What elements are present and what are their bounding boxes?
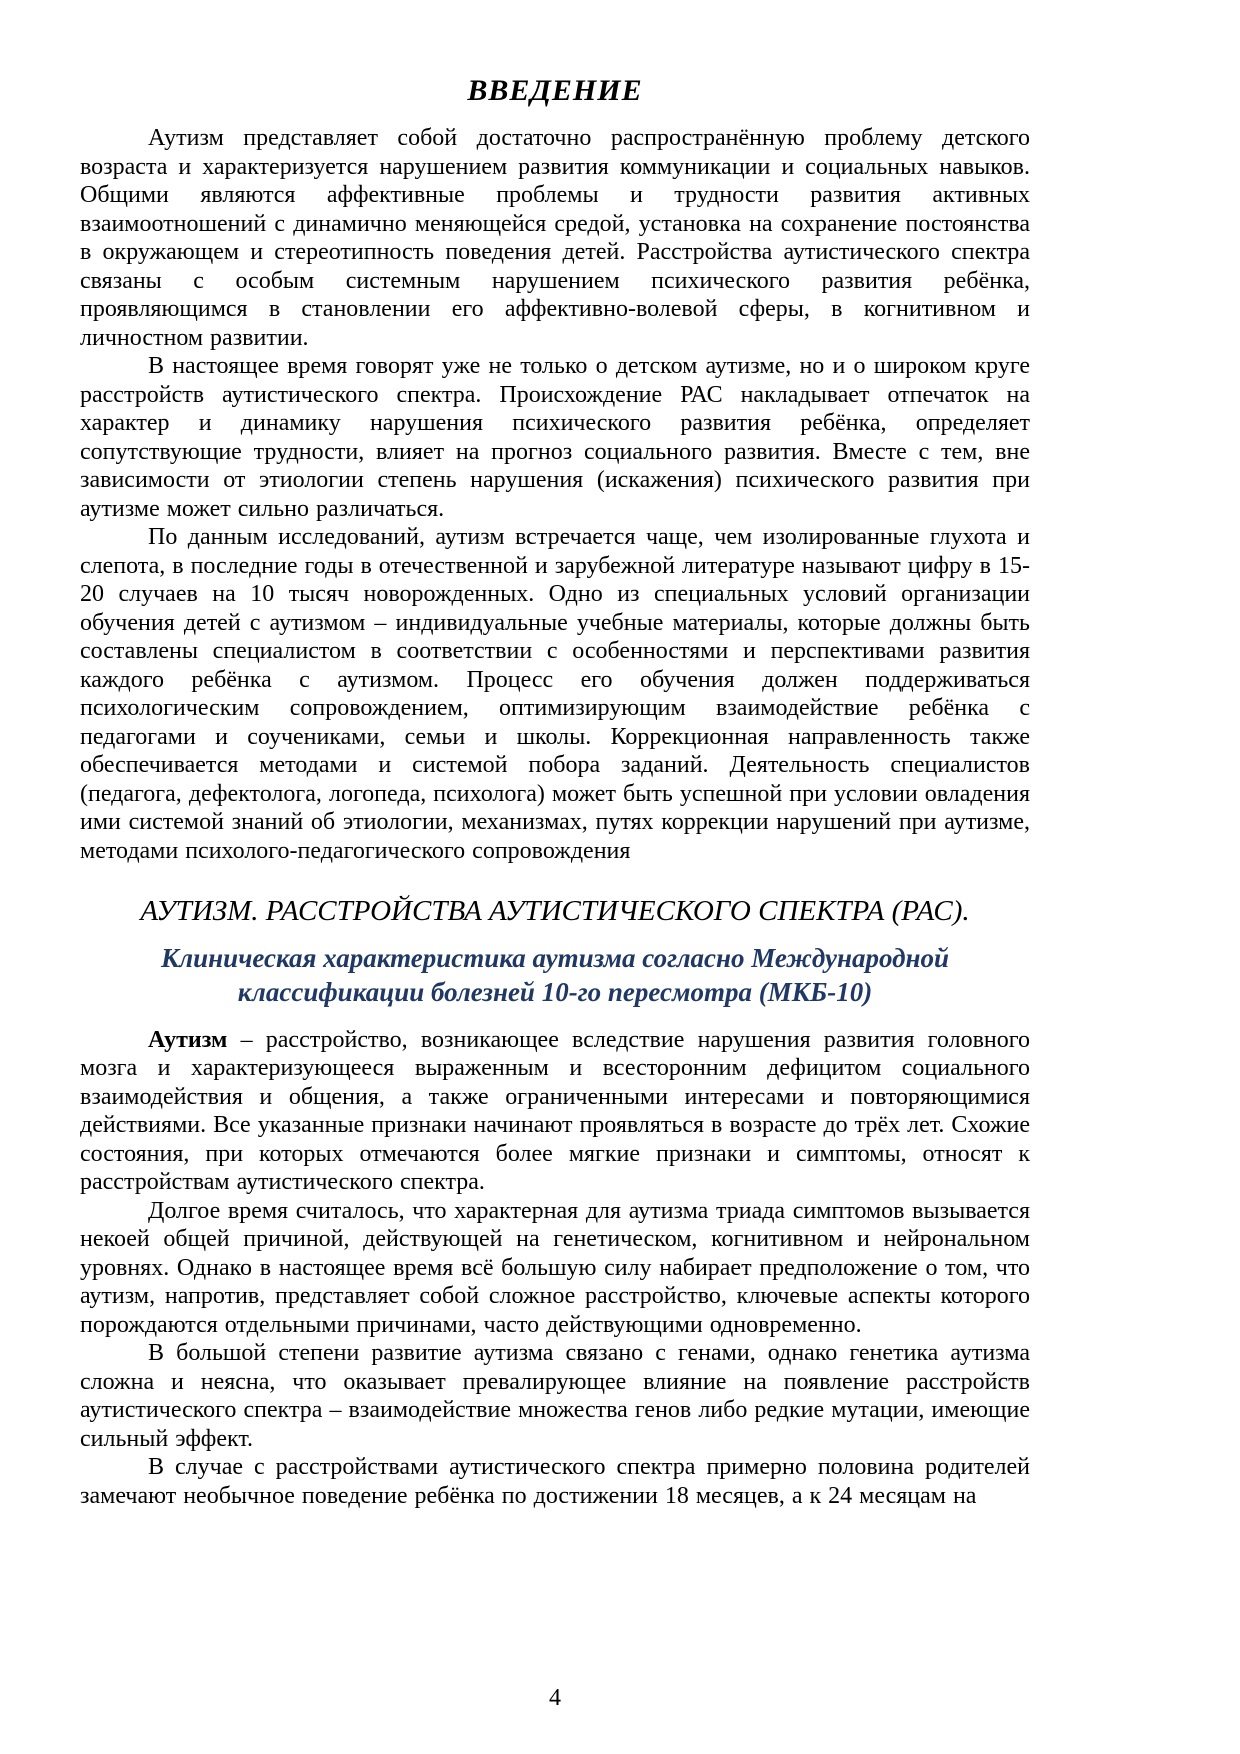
intro-paragraph-1: Аутизм представляет собой достаточно распространённую проблему детского возраста и характеризуется нарушением развития коммуникации и социальных навыков. Общими являются аффективные проблемы и трудности развития активных взаимоотношений с динамично меняющейся средой, установка на сохранение постоянства в окружающем и стереотипность поведения детей. Расстройства аутистического спектра связаны с особым системным нарушением психического развития ребёнка, проявляющимся в становлении его аффективно-волевой сферы, в когнитивном и личностном развитии. (80, 125, 1030, 351)
body-paragraph-genetics: В большой степени развитие аутизма связано с генами, однако генетика аутизма сложна и неясна, что оказывает превалирующее влияние на появление расстройств аутистического спектра – взаимодействие множества генов либо редкие мутации, имеющие сильный эффект. (80, 1340, 1030, 1452)
body-paragraph-parents: В случае с расстройствами аутистического спектра примерно половина родителей замечают необычное поведение ребёнка по достижении 18 месяцев, а к 24 месяцам на (80, 1454, 1030, 1509)
body-paragraph-triad: Долгое время считалось, что характерная для аутизма триада симптомов вызывается некоей общей причиной, действующей на генетическом, когнитивном и нейрональном уровнях. Однако в настоящее время всё большую силу набирает предположение о том, что аутизм, напротив, представляет собой сложное расстройство, ключевые аспекты которого порождаются отдельными причинами, часто действующими одновременно. (80, 1197, 1030, 1338)
intro-paragraph-3: По данным исследований, аутизм встречается чаще, чем изолированные глухота и слепота, в последние годы в отечественной и зарубежной литературе называют цифру в 15-20 случаев на 10 тысяч новорожденных. Одно из специальных условий организации обучения детей с аутизмом – индивидуальные учебные материалы, которые должны быть составлены специалистом в соответствии с особенностями и перспективами развития каждого ребёнка с аутизмом. Процесс его обучения должен поддерживаться психологическим сопровождением, оптимизирующим взаимодействие ребёнка с педагогами и соучениками, семьи и школы. Коррекционная направленность также обеспечивается методами и системой побора заданий. Деятельность специалистов (педагога, дефектолога, логопеда, психолога) может быть успешной при условии овладения ими системой знаний об этиологии, механизмах, путях коррекции нарушений при аутизме, методами психолого-педагогического сопровождения (80, 524, 1030, 864)
page-number: 4 (549, 1685, 561, 1711)
page-footer (80, 1685, 1030, 1712)
page-content (80, 74, 1030, 1510)
intro-paragraph-2: В настоящее время говорят уже не только о детском аутизме, но и о широком круге расстройств аутистического спектра. Происхождение РАС накладывает отпечаток на характер и динамику нарушения психического развития ребёнка, определяет сопутствующие трудности, влияет на прогноз социального развития. Вместе с тем, вне зависимости от этиологии степень нарушения (искажения) психического развития при аутизме может сильно различаться. (80, 353, 1030, 522)
page-title: ВВЕДЕНИЕ (467, 74, 643, 107)
definition-text: – расстройство, возникающее вследствие нарушения развития головного мозга и характеризующееся выраженным и всесторонним дефицитом социального взаимодействия и общения, а также ограниченными интересами и повторяющимися действиями. Все указанные признаки начинают проявляться в возрасте до трёх лет. Схожие состояния, при которых отмечаются более мягкие признаки и симптомы, относят к расстройствам аутистического спектра. (80, 1026, 1030, 1195)
term-autism: Аутизм (148, 1026, 228, 1053)
section-subheading: Клиническая характеристика аутизма согласно Международной классификации болезней 10-го пересмотра (МКБ-10) (161, 943, 949, 1007)
section-heading: АУТИЗМ. РАССТРОЙСТВА АУТИСТИЧЕСКОГО СПЕКТРА (РАС). (140, 895, 970, 927)
definition-paragraph (80, 1026, 1030, 1197)
